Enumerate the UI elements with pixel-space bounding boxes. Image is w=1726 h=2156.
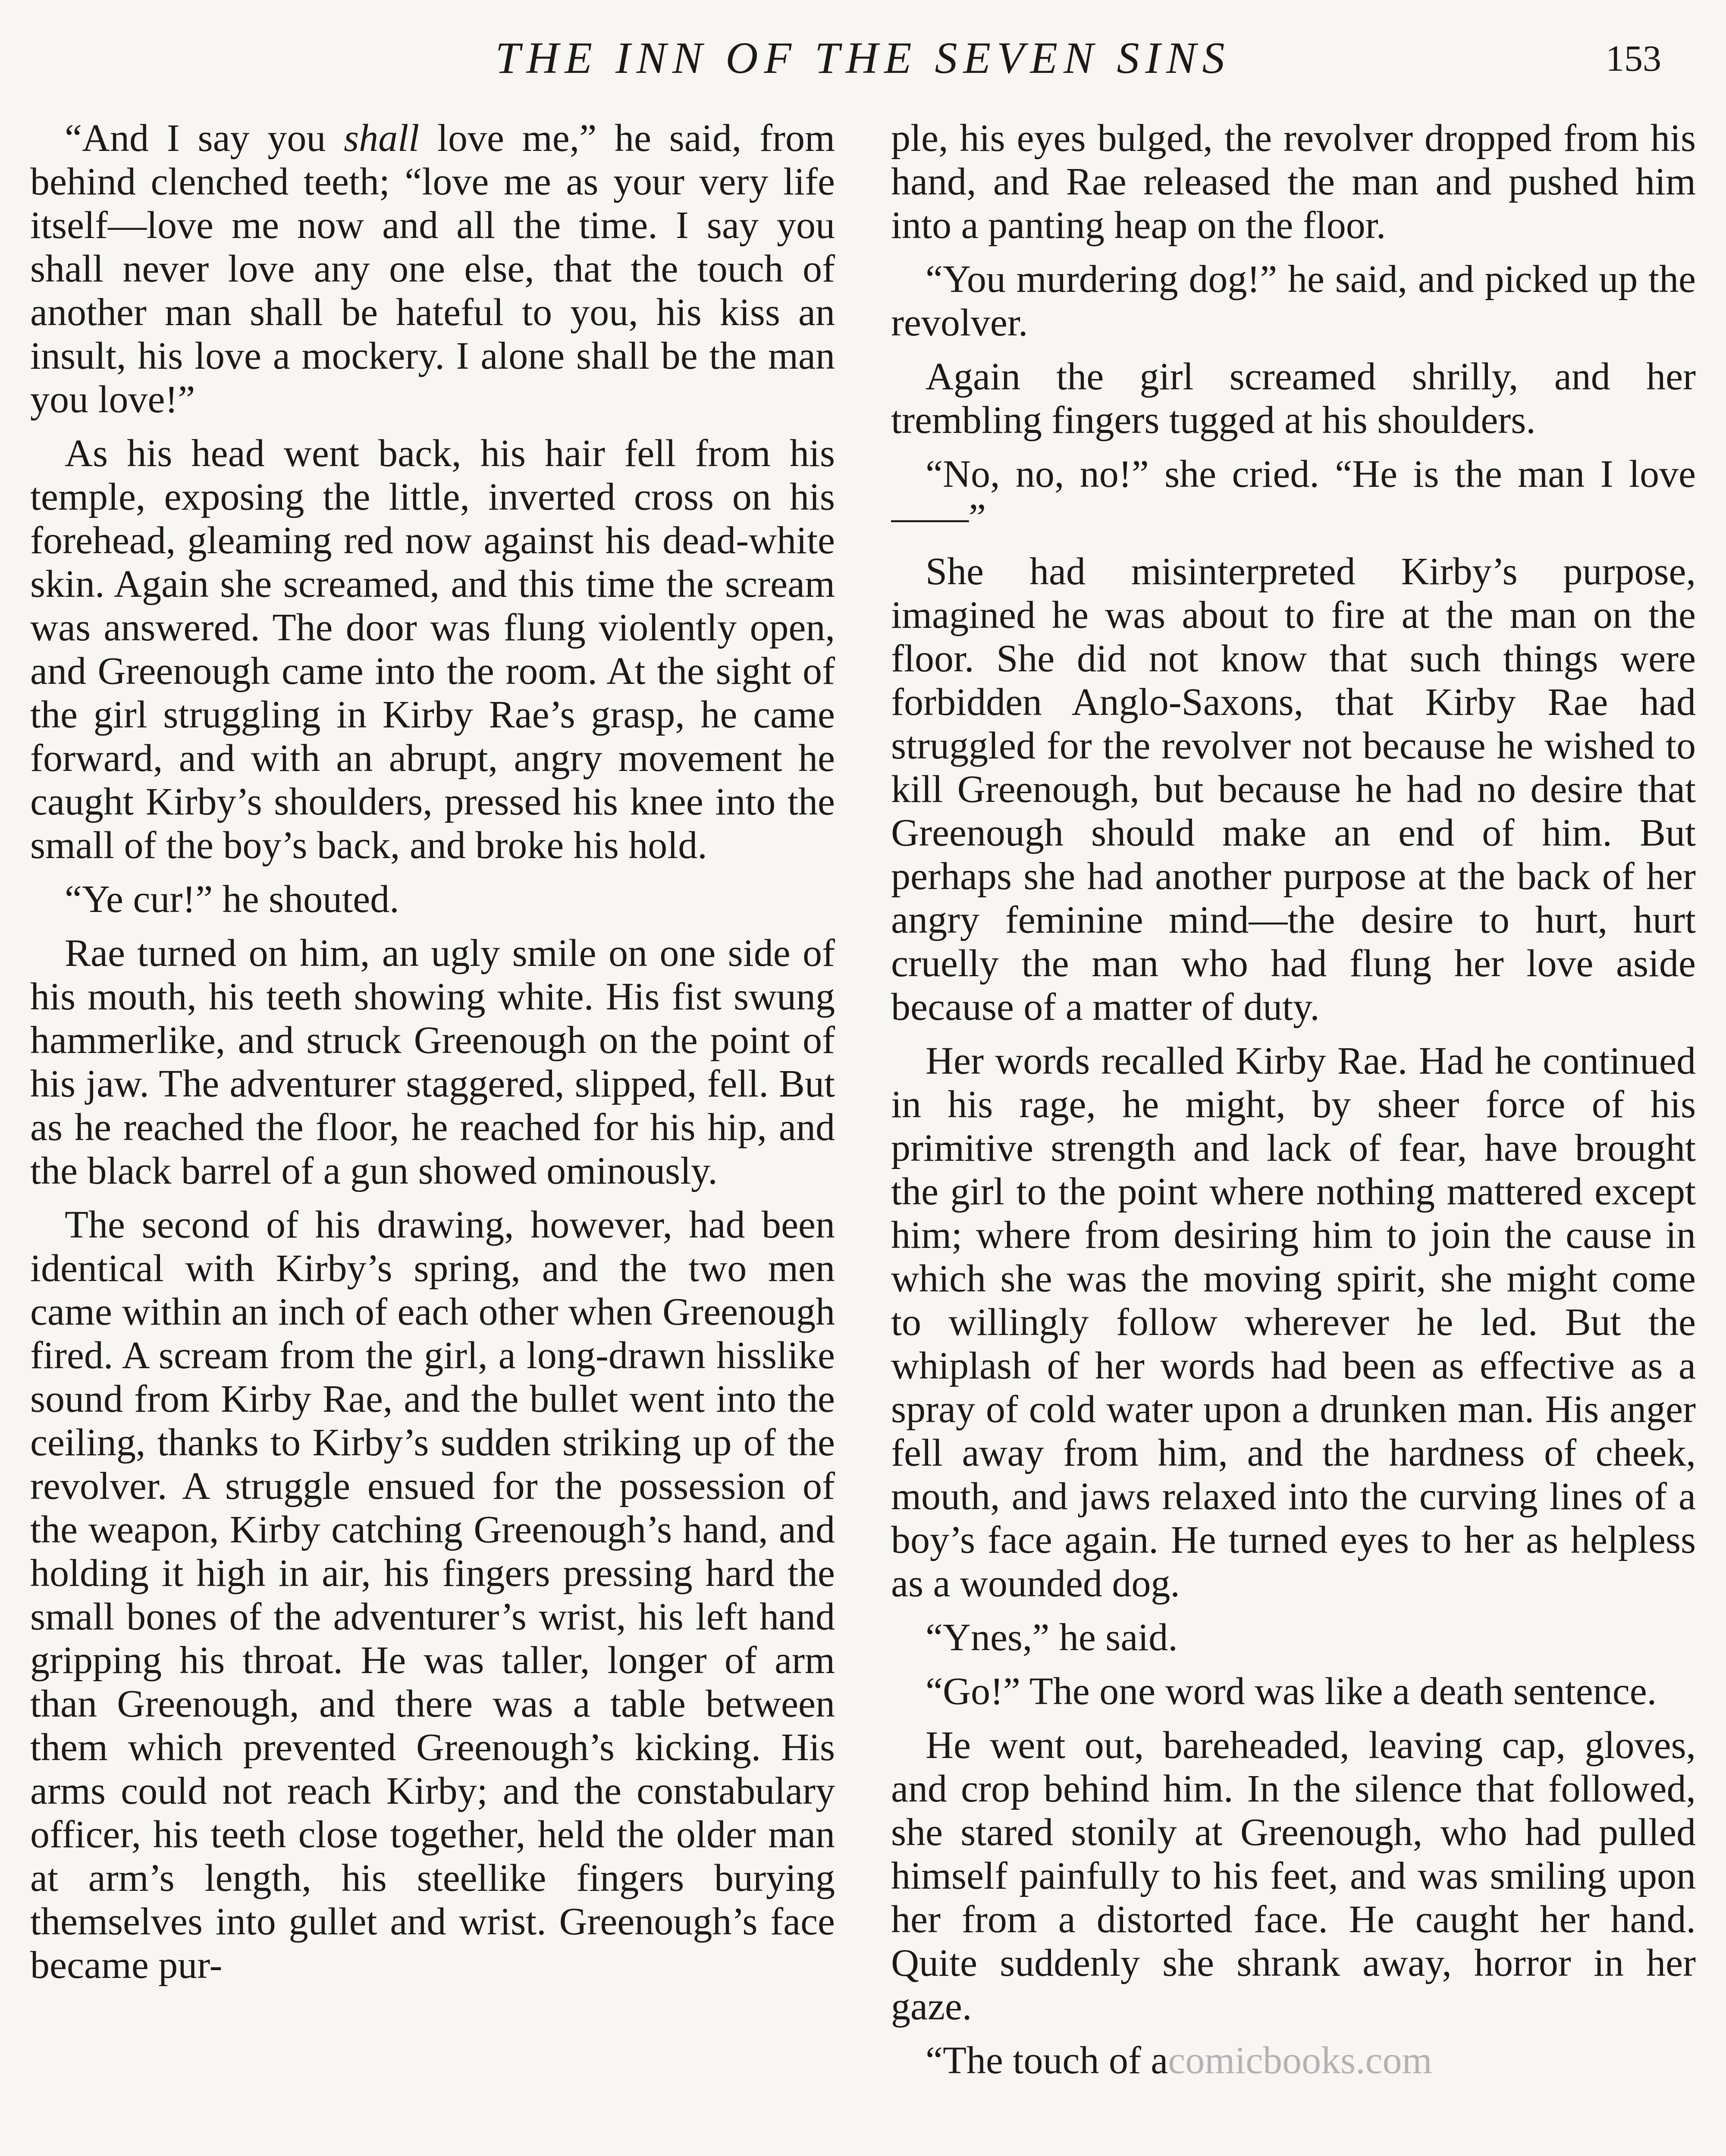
paragraph	[891, 1670, 1696, 1713]
paragraph-text: ple, his eyes bulged, the revolver dropped from his hand, and Rae released the man and pushed him into a panting heap on the floor.	[891, 117, 1696, 247]
paragraph	[891, 452, 1696, 539]
paragraph-text: love me,” he said, from behind clenched teeth; “love me as your very life itself—love me now and all the time. I say you shall never love any one else, that the touch of another man shall be hateful to you, his kiss an insult, his love a mockery. I alone shall be the man you love!”	[30, 117, 835, 421]
paragraph-text: As his head went back, his hair fell from his temple, exposing the little, inverted cross on his forehead, gleaming red now against his dead-white skin. Again she screamed, and this time the scream was answered. The door was flung violently open, and Greenough came into the room. At the sight of the girl struggling in Kirby Rae’s grasp, he came forward, and with an abrupt, angry movement he caught Kirby’s shoulders, pressed his knee into the small of the boy’s back, and broke his hold.	[30, 432, 835, 867]
paragraph	[30, 1203, 835, 1987]
paragraph	[891, 116, 1696, 247]
left-column	[30, 116, 835, 2156]
paragraph-text: The second of his drawing, however, had been identical with Kirby’s spring, and the two men came within an inch of each other when Greenough fired. A scream from the girl, a long-drawn hisslike sound from Kirby Rae, and the bullet went into the ceiling, thanks to Kirby’s sudden striking up of the revolver. A struggle ensued for the possession of the weapon, Kirby catching Greenough’s hand, and holding it high in air, his fingers pressing hard the small bones of the adventurer’s wrist, his left hand gripping his throat. He was taller, longer of arm than Greenough, and there was a table between them which prevented Greenough’s kicking. His arms could not reach Kirby; and the constabulary officer, his teeth close together, held the older man at arm’s length, his steellike fingers burying themselves into gullet and wrist. Greenough’s face became pur-	[30, 1203, 835, 1987]
page-header	[0, 30, 1726, 86]
paragraph	[891, 1039, 1696, 1605]
paragraph	[891, 257, 1696, 345]
paragraph-text: Again the girl screamed shrilly, and her trembling fingers tugged at his shoulders.	[891, 355, 1696, 442]
paragraph	[30, 931, 835, 1193]
watermark-text: comicbooks.com	[1168, 2039, 1432, 2082]
paragraph-text: “No, no, no!” she cried. “He is the man I love——”	[891, 453, 1696, 539]
paragraph	[891, 1724, 1696, 2028]
emphasis-text: shall	[344, 117, 420, 160]
paragraph	[30, 877, 835, 921]
paragraph-text: “Ynes,” he said.	[926, 1616, 1178, 1659]
paragraph	[891, 550, 1696, 1029]
paragraph-text: Rae turned on him, an ugly smile on one side of his mouth, his teeth showing white. His fist swung hammerlike, and struck Greenough on the point of his jaw. The adventurer staggered, slipped, fell. But as he reached the floor, he reached for his hip, and the black barrel of a gun showed ominously.	[30, 932, 835, 1192]
paragraph	[30, 116, 835, 421]
paragraph-text: Her words recalled Kirby Rae. Had he continued in his rage, he might, by sheer force of his primitive strength and lack of fear, have brought the girl to the point where nothing mattered except him; where from desiring him to join the cause in which she was the moving spirit, she might come to willingly follow wherever he led. But the whiplash of her words had been as effective as a spray of cold water upon a drunken man. His anger fell away from him, and the hardness of cheek, mouth, and jaws relaxed into the curving lines of a boy’s face again. He turned eyes to her as helpless as a wounded dog.	[891, 1040, 1696, 1605]
paragraph-text: “The touch of a	[926, 2039, 1168, 2082]
running-title: THE INN OF THE SEVEN SINS	[495, 33, 1231, 83]
paragraph	[891, 2039, 1696, 2082]
paragraph	[891, 355, 1696, 442]
paragraph-text: “Ye cur!” he shouted.	[65, 878, 399, 921]
paragraph-text: She had misinterpreted Kirby’s purpose, imagined he was about to fire at the man on the floor. She did not know that such things were forbidden Anglo-Saxons, that Kirby Rae had struggled for the revolver not because he wished to kill Greenough, but because he had no desire that Greenough should make an end of him. But perhaps she had another purpose at the back of her angry feminine mind—the desire to hurt, hurt cruelly the man who had flung her love aside because of a matter of duty.	[891, 550, 1696, 1028]
paragraph-text: “You murdering dog!” he said, and picked up the revolver.	[891, 258, 1696, 344]
paragraph	[891, 1616, 1696, 1659]
paragraph-text: “Go!” The one word was like a death sentence.	[926, 1670, 1657, 1713]
page-number: 153	[1606, 38, 1661, 79]
right-column	[891, 116, 1696, 2156]
paragraph-text: “And I say you	[65, 117, 344, 160]
paragraph	[30, 432, 835, 867]
text-columns	[30, 116, 1696, 2156]
paragraph-text: He went out, bareheaded, leaving cap, gloves, and crop behind him. In the silence that followed, she stared stonily at Greenough, who had pulled himself painfully to his feet, and was smiling upon her from a distorted face. He caught her hand. Quite suddenly she shrank away, horror in her gaze.	[891, 1724, 1696, 2028]
